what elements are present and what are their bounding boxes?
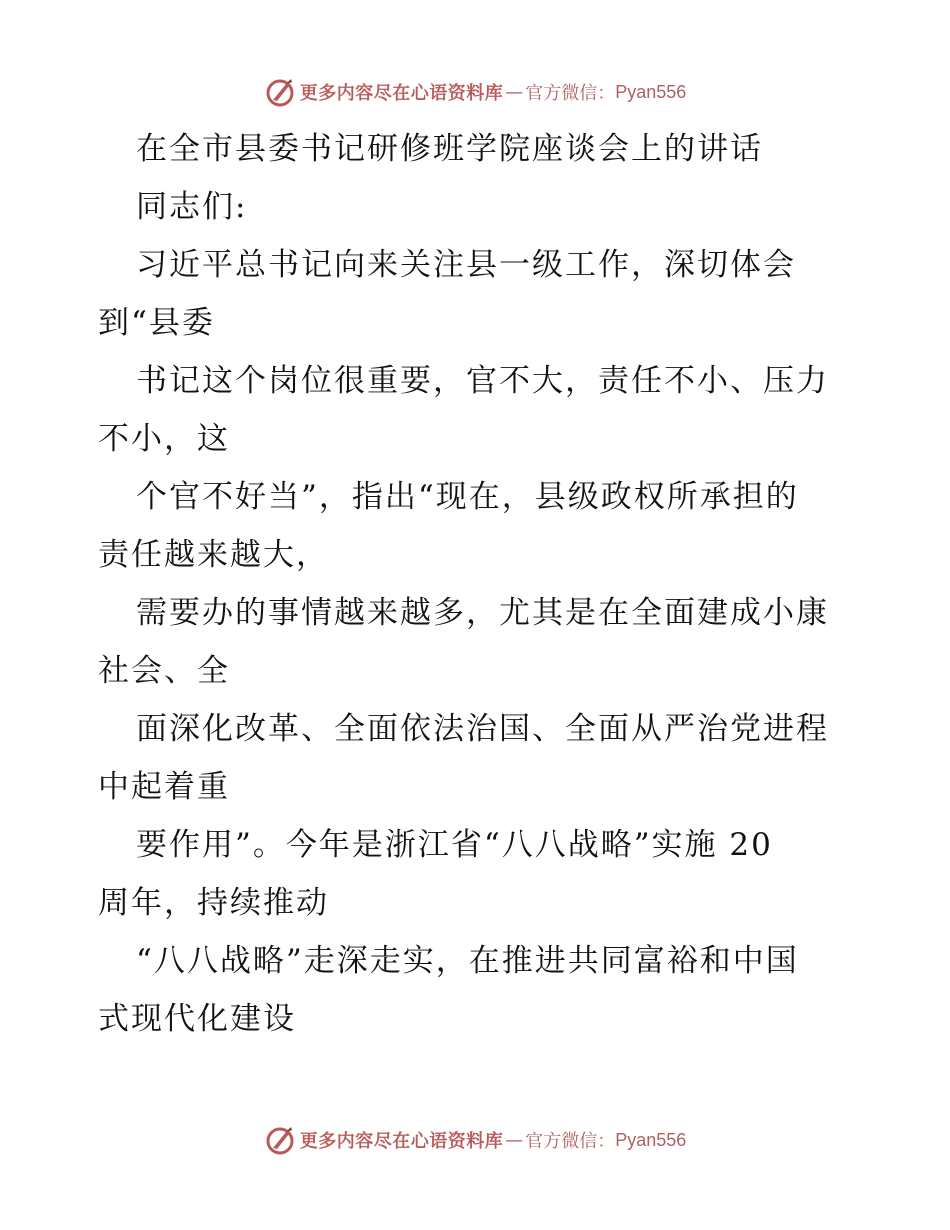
text-line: 习近平总书记向来关注县一级工作，深切体会 [136,247,796,283]
text-line: 到“县委 [98,305,215,341]
quill-logo-icon [264,1124,296,1156]
text-line: “八八战略”走深走实，在推进共同富裕和中国 [136,943,799,979]
text-line: 不小，这 [98,421,230,457]
watermark-wechat-id: Pyan556 [615,1129,687,1150]
document-title: 在全市县委书记研修班学院座谈会上的讲话 [136,131,763,167]
watermark-site-text: 更多内容尽在心语资料库 [299,1131,504,1152]
text-line: 周年，持续推动 [98,885,329,921]
header-watermark [0,72,950,112]
watermark-separator: — [505,81,524,103]
watermark-wechat-label: 官方微信： [525,1131,616,1152]
text-line: 社会、全 [98,653,230,689]
watermark-separator: — [505,1129,524,1151]
text-line: 需要办的事情越来越多，尤其是在全面建成小康 [136,595,829,631]
quill-logo-icon [264,76,296,108]
text-line: 书记这个岗位很重要，官不大，责任不小、压力 [136,363,829,399]
text-line: 式现代化建设 [98,1001,296,1037]
text-line: 面深化改革、全面依法治国、全面从严治党进程 [136,711,829,747]
footer-watermark [0,1120,950,1160]
watermark-wechat-label: 官方微信： [525,83,616,104]
watermark-site-text: 更多内容尽在心语资料库 [299,83,504,104]
text-line: 中起着重 [98,769,230,805]
text-line: 同志们: [136,189,248,225]
text-line: 要作用”。今年是浙江省“八八战略”实施 20 [136,827,773,863]
watermark-wechat-id: Pyan556 [615,81,687,102]
text-line: 责任越来越大， [98,537,329,573]
text-line: 个官不好当”，指出“现在，县级政权所承担的 [136,479,799,515]
